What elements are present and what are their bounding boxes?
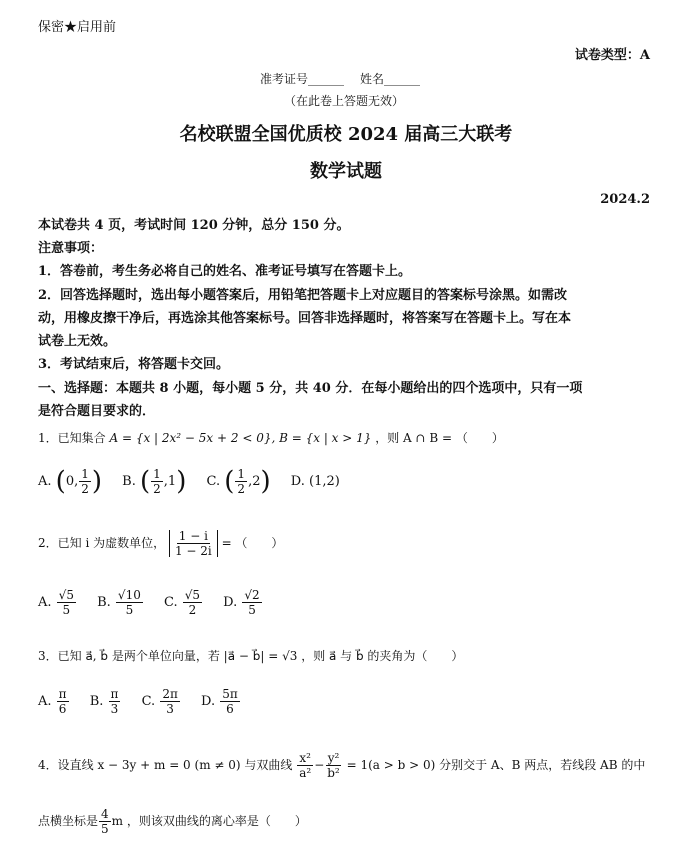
frac-den: 5 — [101, 822, 109, 836]
frac-num: y² — [327, 751, 340, 765]
question-2-stem — [38, 530, 283, 557]
q3-option-a — [38, 688, 70, 715]
q2-option-a-fraction — [57, 589, 76, 616]
frac-num: π — [110, 687, 119, 701]
q4-prefix: 4．设直线 x − 3y + m = 0 (m ≠ 0) 与双曲线 — [38, 758, 293, 772]
intro-line: 本试卷共 4 页，考试时间 120 分钟，总分 150 分。 — [38, 218, 350, 233]
q2-option-d-fraction — [242, 589, 261, 616]
exam-number-field: 准考证号______ — [260, 72, 345, 86]
frac-num: √2 — [244, 588, 260, 602]
frac-den: a² — [299, 766, 312, 780]
frac-num: √5 — [184, 588, 201, 602]
q1-option-a-label: A. — [38, 474, 52, 489]
frac-num: π — [58, 687, 67, 701]
q1-option-c-label: C. — [206, 474, 221, 489]
question-2-options — [38, 589, 279, 616]
frac-num: √10 — [117, 588, 141, 602]
frac-den: 5 — [125, 603, 134, 617]
q1-option-c-close: ) — [260, 466, 271, 497]
frac-den: 3 — [110, 702, 119, 716]
frac-den: 1 − 2i — [174, 544, 212, 558]
q3-option-c — [142, 688, 181, 715]
exam-date: 2024.2 — [600, 192, 650, 207]
q1-option-a-open: ( — [55, 466, 66, 497]
q1-option-b-close: ) — [176, 466, 187, 497]
q1-option-b-open: ( — [140, 466, 151, 497]
q2-option-a-label: A. — [38, 595, 52, 610]
frac-den: 5 — [62, 603, 71, 617]
q4-line2-fraction — [99, 808, 111, 835]
answer-invalid-note: （在此卷上答题无效） — [284, 94, 405, 108]
notice-item-2-line-2: 动，用橡皮擦干净后，再选涂其他答案标号。回答非选择题时，将答案写在答题卡上。写在本 — [38, 311, 572, 326]
frac-num: 4 — [101, 807, 109, 821]
q1-suffix: ，则 A ∩ B = （ ） — [375, 431, 504, 445]
q2-modulus — [169, 530, 218, 557]
q2-option-b-fraction — [116, 589, 143, 616]
frac-den: 6 — [226, 702, 234, 716]
q2-option-d-label: D. — [223, 595, 238, 610]
question-1-stem — [38, 429, 504, 446]
q2-option-a — [38, 589, 77, 616]
notice-item-1: 1．答卷前，考生务必将自己的姓名、准考证号填写在答题卡上。 — [38, 264, 412, 279]
q1-option-a — [38, 468, 102, 495]
q1-prefix: 1．已知集合 — [38, 431, 106, 445]
frac-den: 6 — [58, 702, 67, 716]
name-field: 姓名______ — [360, 72, 421, 86]
q1-option-d-text: (1,2) — [309, 474, 340, 489]
q2-option-c — [164, 589, 203, 616]
q1-option-a-close: ) — [91, 466, 103, 497]
frac-den: 3 — [166, 702, 174, 716]
q1-option-d — [291, 474, 340, 489]
frac-num: 1 — [237, 467, 246, 481]
q2-suffix: = （ ） — [221, 536, 284, 550]
frac-num: 2π — [162, 687, 178, 701]
question-1-options — [38, 468, 356, 495]
frac-num: 1 — [153, 467, 161, 481]
q1-option-c — [207, 468, 271, 495]
q3-option-d — [201, 688, 241, 715]
q2-fraction — [173, 530, 214, 557]
frac-den: 2 — [81, 482, 89, 496]
q2-prefix: 2．已知 i 为虚数单位， — [38, 536, 166, 550]
frac-den: 2 — [153, 482, 161, 496]
frac-num: x² — [299, 751, 311, 765]
notice-item-3: 3．考试结束后，将答题卡交回。 — [38, 357, 230, 372]
q3-option-c-fraction — [160, 688, 180, 715]
q3-option-d-fraction — [220, 688, 240, 715]
q4-fraction-y — [325, 752, 342, 779]
q4-fraction-x — [297, 752, 313, 779]
q1-option-b-label: B. — [122, 474, 136, 489]
q4-line2-suffix: m ，则该双曲线的离心率是（ ） — [111, 814, 307, 828]
notice-item-2-line-3: 试卷上无效。 — [38, 334, 117, 349]
q1-option-c-fraction — [235, 468, 247, 495]
frac-den: 2 — [188, 603, 197, 617]
q4-line2-prefix: 点横坐标是 — [38, 814, 99, 828]
q2-option-c-fraction — [183, 589, 202, 616]
exam-subtitle: 数学试题 — [310, 161, 382, 182]
q3-option-b-label: B. — [89, 694, 104, 709]
q3-option-d-label: D. — [201, 694, 216, 709]
q1-option-a-left: 0, — [65, 474, 79, 489]
frac-den: b² — [327, 766, 340, 780]
q1-set-a: A = {x | 2x² − 5x + 2 < 0} — [109, 431, 272, 445]
q3-option-a-label: A. — [38, 694, 52, 709]
q1-option-b-fraction — [151, 468, 163, 495]
frac-num: 5π — [222, 687, 238, 701]
q2-option-b — [97, 589, 144, 616]
q1-option-b — [122, 468, 186, 495]
q3-option-c-label: C. — [141, 694, 156, 709]
confidential-label: 保密★启用前 — [38, 20, 117, 35]
frac-num: 1 − i — [178, 529, 208, 543]
q1-option-a-fraction — [79, 468, 91, 495]
q1-option-b-right: ,1 — [163, 474, 177, 489]
q2-option-b-label: B. — [97, 595, 111, 610]
frac-den: 5 — [248, 603, 256, 617]
frac-den: 2 — [237, 482, 246, 496]
q4-suffix: = 1(a > b > 0) 分别交于 A、B 两点，若线段 AB 的中 — [346, 758, 646, 772]
notice-item-2-line-1: 2．回答选择题时，选出每小题答案后，用铅笔把答题卡上对应题目的答案标号涂黑。如需改 — [38, 288, 568, 303]
frac-num: √5 — [58, 588, 74, 602]
q3-option-b-fraction — [109, 688, 121, 715]
question-3-options — [38, 688, 257, 715]
q1-option-c-right: ,2 — [248, 474, 261, 489]
q3-option-b — [90, 688, 122, 715]
q1-option-c-open: ( — [224, 466, 235, 497]
q1-set-b: , B = {x | x > 1} — [271, 431, 372, 445]
q2-option-d — [223, 589, 263, 616]
question-4-stem-line-1 — [38, 752, 645, 779]
exam-title: 名校联盟全国优质校 2024 届高三大联考 — [179, 124, 513, 145]
frac-num: 1 — [81, 467, 89, 481]
q4-minus: − — [314, 758, 325, 772]
q3-option-a-fraction — [57, 688, 69, 715]
section-1-heading-line-2: 是符合题目要求的． — [38, 404, 156, 419]
paper-type-label: 试卷类型：A — [574, 48, 650, 63]
q2-option-c-label: C. — [163, 595, 178, 610]
q1-option-d-label: D. — [290, 474, 305, 489]
notice-heading: 注意事项： — [38, 241, 104, 256]
question-3-stem: 3．已知 a⃗, b⃗ 是两个单位向量，若 |a⃗ − b⃗| = √3 ，则 a⃗ 与 b⃗ 的夹角为（ ） — [38, 649, 464, 663]
section-1-heading-line-1: 一、选择题：本题共 8 小题，每小题 5 分，共 40 分．在每小题给出的四个选项中，只有一项 — [38, 381, 583, 396]
question-4-stem-line-2 — [38, 808, 307, 835]
